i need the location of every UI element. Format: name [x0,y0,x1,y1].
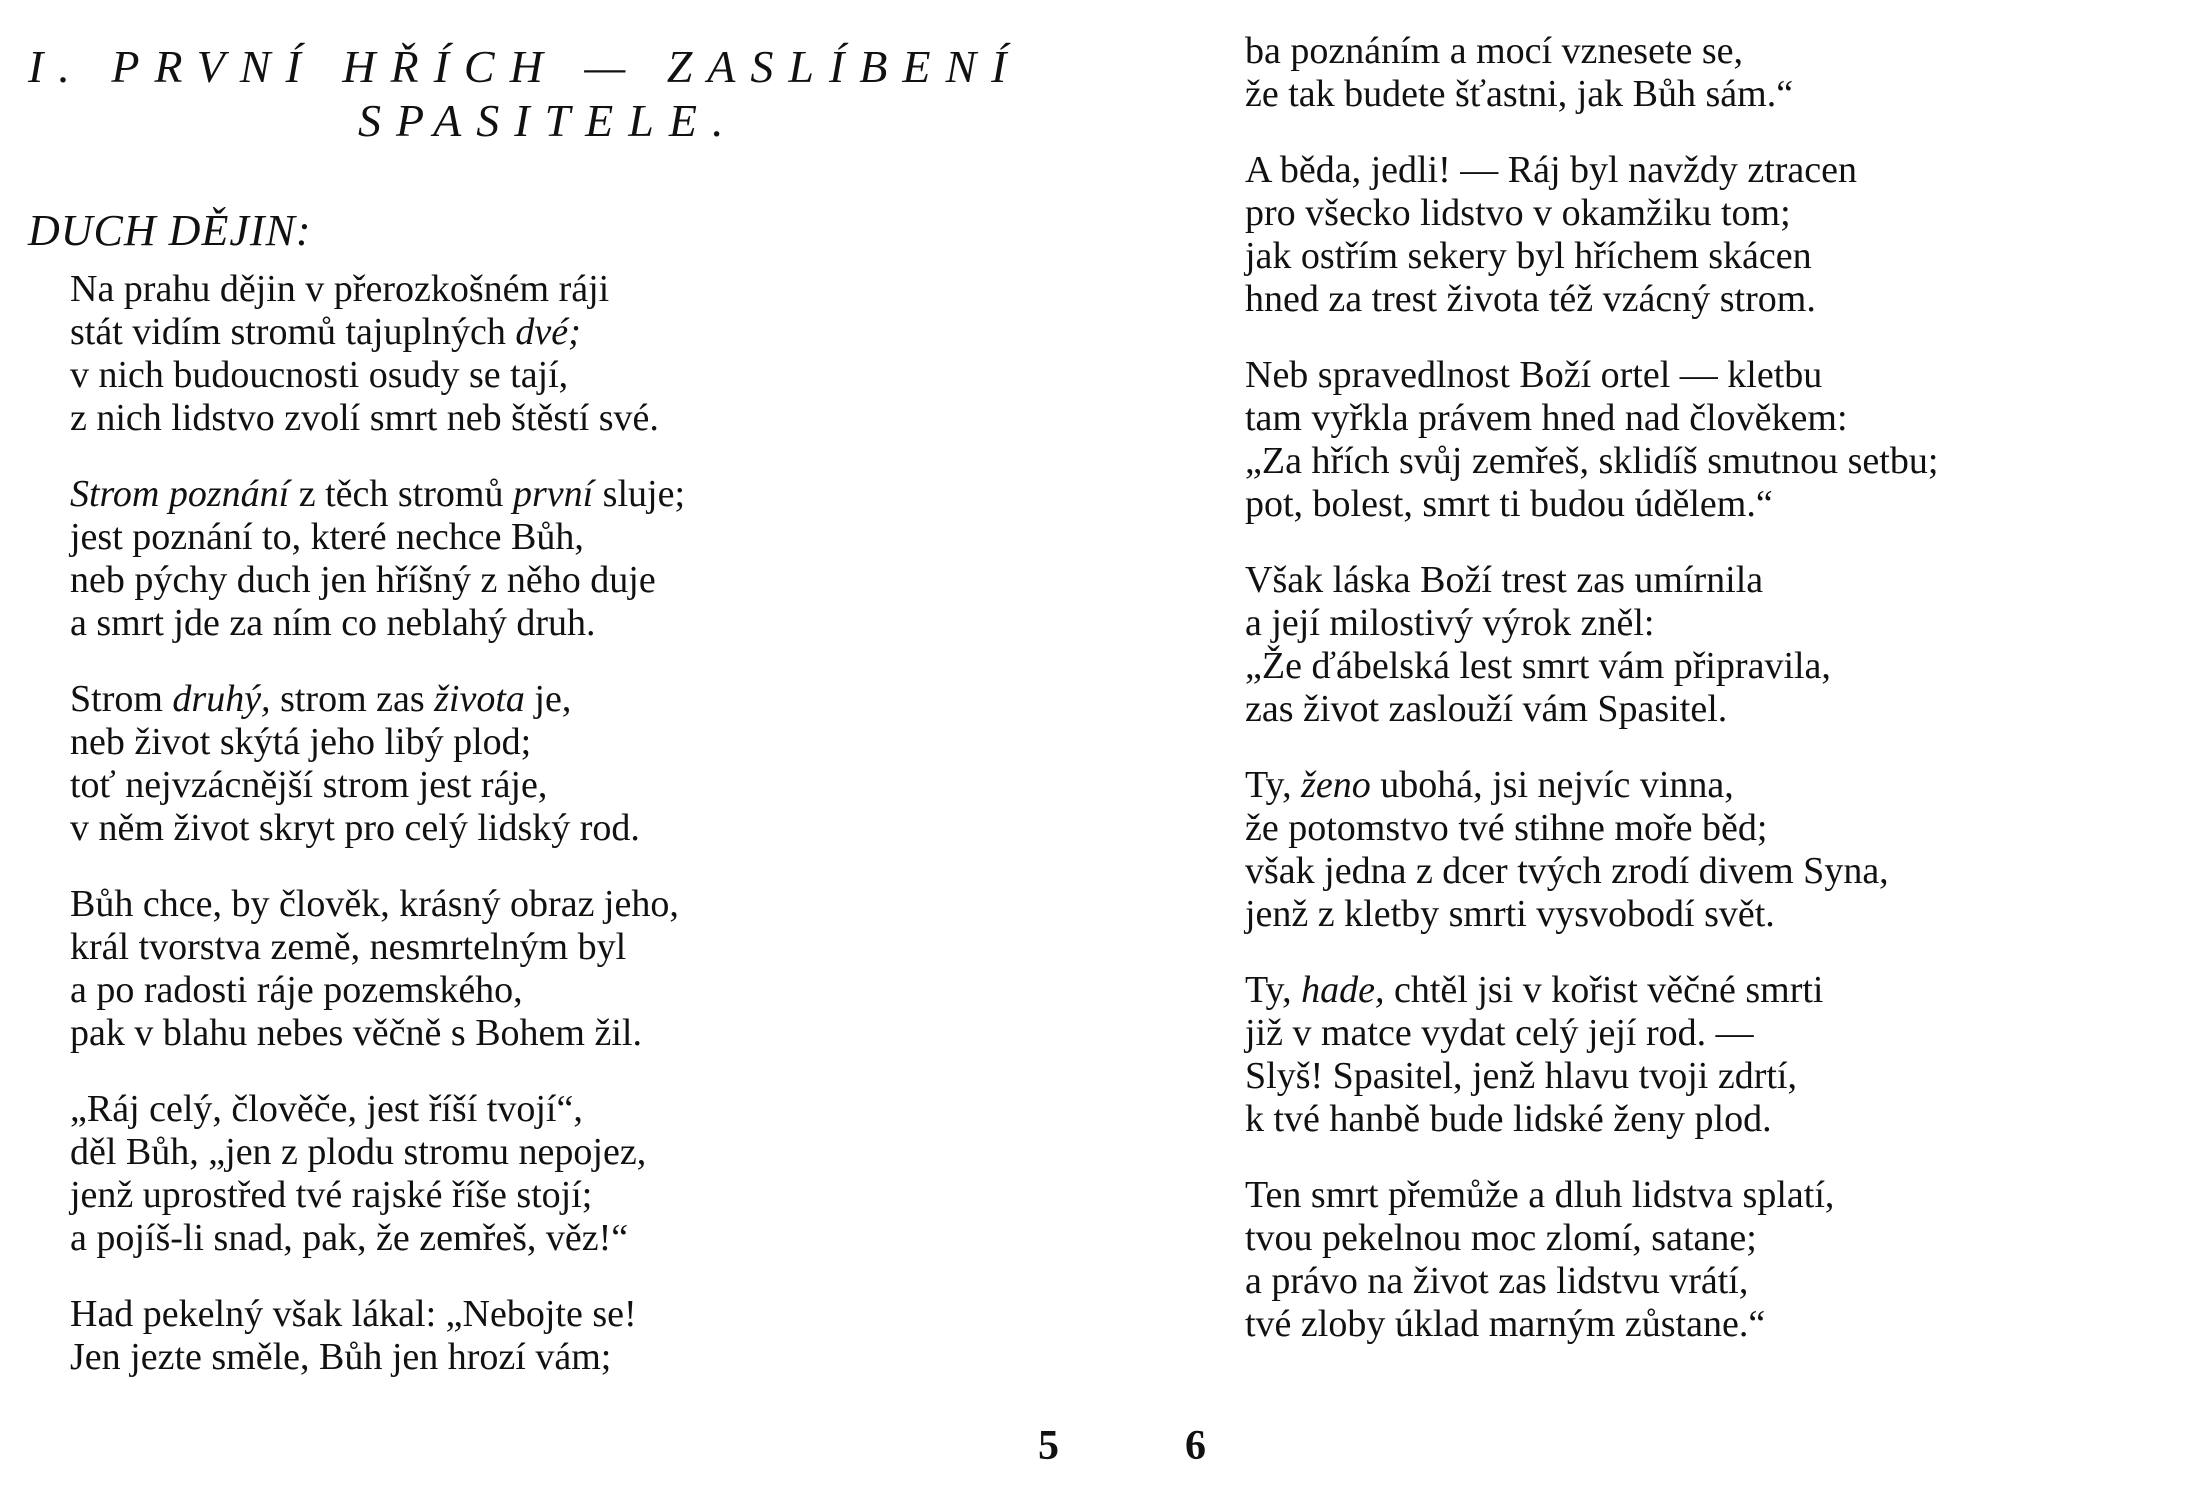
verse-line [70,1012,685,1055]
verse-text: a pojíš-li snad, pak, že zemřeš, věz!“ [70,1217,629,1259]
verse-text: chtěl jsi v kořist věčné smrti [1384,969,1824,1011]
verse-line [70,883,685,926]
chapter-heading-line-2: SPASITELE. [358,95,739,146]
verse-line [70,1293,685,1336]
verse-text: a po radosti ráje pozemského, [70,969,523,1011]
right-poem-body [1245,30,1938,1379]
verse-line [70,559,685,602]
verse-emphasis: života [434,678,525,720]
verse-emphasis: první [512,473,594,515]
stanza [70,678,685,850]
verse-text: jak ostřím sekery byl hříchem skácen [1245,235,1812,277]
stanza [1245,969,1938,1141]
stanza [1245,559,1938,731]
verse-text: Ty, [1245,969,1302,1011]
verse-text: děl Bůh, „jen z plodu stromu nepojez, [70,1131,647,1173]
verse-line [1245,1303,1938,1346]
verse-line [1245,1055,1938,1098]
stanza [1245,149,1938,321]
verse-line [1245,688,1938,731]
verse-text: ubohá, jsi nejvíc vinna, [1370,764,1734,806]
verse-text: neb život skýtá jeho libý plod; [70,721,532,763]
verse-text: neb pýchy duch jen hříšný z něho duje [70,559,656,601]
verse-text: Na prahu dějin v přerozkošném ráji [70,268,610,310]
verse-text: Slyš! Spasitel, jenž hlavu tvoji zdrtí, [1245,1055,1797,1097]
verse-text: že potomstvo tvé stihne moře běd; [1245,807,1768,849]
verse-text: zas život zaslouží vám Spasitel. [1245,688,1728,730]
verse-text: pro všecko lidstvo v okamžiku tom; [1245,192,1791,234]
verse-text: „Že ďábelská lest smrt vám připravila, [1245,645,1831,687]
verse-text: a její milostivý výrok zněl: [1245,602,1655,644]
verse-line [1245,1098,1938,1141]
verse-text: „Ráj celý, člověče, jest říší tvojí“, [70,1088,583,1130]
verse-line [70,354,685,397]
verse-line [1245,278,1938,321]
page-number-left: 5 [1038,1423,1059,1469]
verse-line [1245,1012,1938,1055]
verse-line [1245,969,1938,1012]
stanza [1245,354,1938,526]
verse-line [1245,559,1938,602]
verse-text: pak v blahu nebes věčně s Bohem žil. [70,1012,642,1054]
verse-line [1245,1260,1938,1303]
verse-line [1245,850,1938,893]
verse-text: Jen jezte směle, Bůh jen hrozí vám; [70,1336,612,1378]
verse-line [1245,192,1938,235]
verse-line [70,1174,685,1217]
verse-line [70,1088,685,1131]
verse-line [1245,235,1938,278]
verse-text: tam vyřkla právem hned nad člověkem: [1245,397,1848,439]
verse-text: Neb spravedlnost Boží ortel — kletbu [1245,354,1823,396]
verse-text: tvé zloby úklad marným zůstane.“ [1245,1303,1766,1345]
verse-line [70,311,685,354]
verse-text: hned za trest života též vzácný strom. [1245,278,1816,320]
verse-line [70,807,685,850]
verse-text: ba poznáním a mocí vznesete se, [1245,30,1744,72]
verse-text: již v matce vydat celý její rod. — [1245,1012,1754,1054]
verse-text: Ty, [1245,764,1302,806]
verse-text: z nich lidstvo zvolí smrt neb štěstí své. [70,397,659,439]
verse-text: toť nejvzácnější strom jest ráje, [70,764,548,806]
stanza [1245,1174,1938,1346]
verse-line [1245,645,1938,688]
verse-text: tvou pekelnou moc zlomí, satane; [1245,1217,1757,1259]
verse-line [70,397,685,440]
verse-line [1245,30,1938,73]
page-number-right: 6 [1185,1423,1206,1469]
stanza [1245,30,1938,116]
right-page [1105,0,2210,1500]
verse-text: z těch stromů [289,473,513,515]
verse-text: Bůh chce, by člověk, krásný obraz jeho, [70,883,679,925]
stanza [1245,764,1938,936]
verse-text: A běda, jedli! — Ráj byl navždy ztracen [1245,149,1858,191]
verse-line [70,473,685,516]
verse-line [1245,1174,1938,1217]
speaker-label: DUCH DĚJIN: [28,206,312,255]
verse-emphasis: hade, [1301,969,1385,1011]
verse-line [1245,1217,1938,1260]
verse-text: „Za hřích svůj zemřeš, sklidíš smutnou setbu; [1245,440,1939,482]
verse-text: strom zas [270,678,435,720]
verse-text: Ten smrt přemůže a dluh lidstva splatí, [1245,1174,1835,1216]
stanza [70,1088,685,1260]
verse-text: však jedna z dcer tvých zrodí divem Syna, [1245,850,1889,892]
verse-line [1245,893,1938,936]
verse-line [70,764,685,807]
verse-emphasis: ženo [1301,764,1371,806]
verse-line [70,516,685,559]
verse-text: Však láska Boží trest zas umírnila [1245,559,1764,601]
verse-line [1245,354,1938,397]
verse-line [70,1131,685,1174]
verse-line [70,678,685,721]
verse-text: že tak budete šťastni, jak Bůh sám.“ [1245,73,1794,115]
stanza [70,268,685,440]
verse-text: sluje; [593,473,685,515]
verse-line [70,926,685,969]
verse-line [1245,602,1938,645]
verse-text: jenž uprostřed tvé rajské říše stojí; [70,1174,593,1216]
verse-line [1245,807,1938,850]
verse-text: Had pekelný však lákal: „Nebojte se! [70,1293,637,1335]
chapter-heading [28,40,1078,148]
verse-text: k tvé hanbě bude lidské ženy plod. [1245,1098,1772,1140]
verse-text: a právo na život zas lidstvu vrátí, [1245,1260,1749,1302]
verse-text: a smrt jde za ním co neblahý druh. [70,602,596,644]
verse-line [1245,440,1938,483]
verse-line [70,268,685,311]
verse-line [70,1217,685,1260]
verse-text: je, [524,678,572,720]
left-poem-body [70,268,685,1412]
verse-line [70,1336,685,1379]
verse-text: jest poznání to, které nechce Bůh, [70,516,584,558]
stanza [70,1293,685,1379]
verse-line [70,969,685,1012]
verse-text: pot, bolest, smrt ti budou údělem.“ [1245,483,1773,525]
verse-text: v nich budoucnosti osudy se tají, [70,354,569,396]
verse-line [1245,397,1938,440]
verse-text: v něm život skryt pro celý lidský rod. [70,807,640,849]
chapter-heading-line-1: I. PRVNÍ HŘÍCH — ZASLÍBENÍ [28,41,1022,92]
stanza [70,473,685,645]
verse-line [1245,73,1938,116]
verse-text: jenž z kletby smrti vysvobodí svět. [1245,893,1775,935]
verse-line [70,602,685,645]
verse-emphasis: druhý, [172,678,271,720]
verse-line [1245,149,1938,192]
verse-line [70,721,685,764]
verse-emphasis: Strom poznání [70,473,290,515]
stanza [70,883,685,1055]
verse-text: stát vidím stromů tajuplných [70,311,516,353]
verse-line [1245,764,1938,807]
verse-text: Strom [70,678,173,720]
verse-line [1245,483,1938,526]
verse-text: král tvorstva země, nesmrtelným byl [70,926,627,968]
verse-emphasis: dvé; [515,311,581,353]
